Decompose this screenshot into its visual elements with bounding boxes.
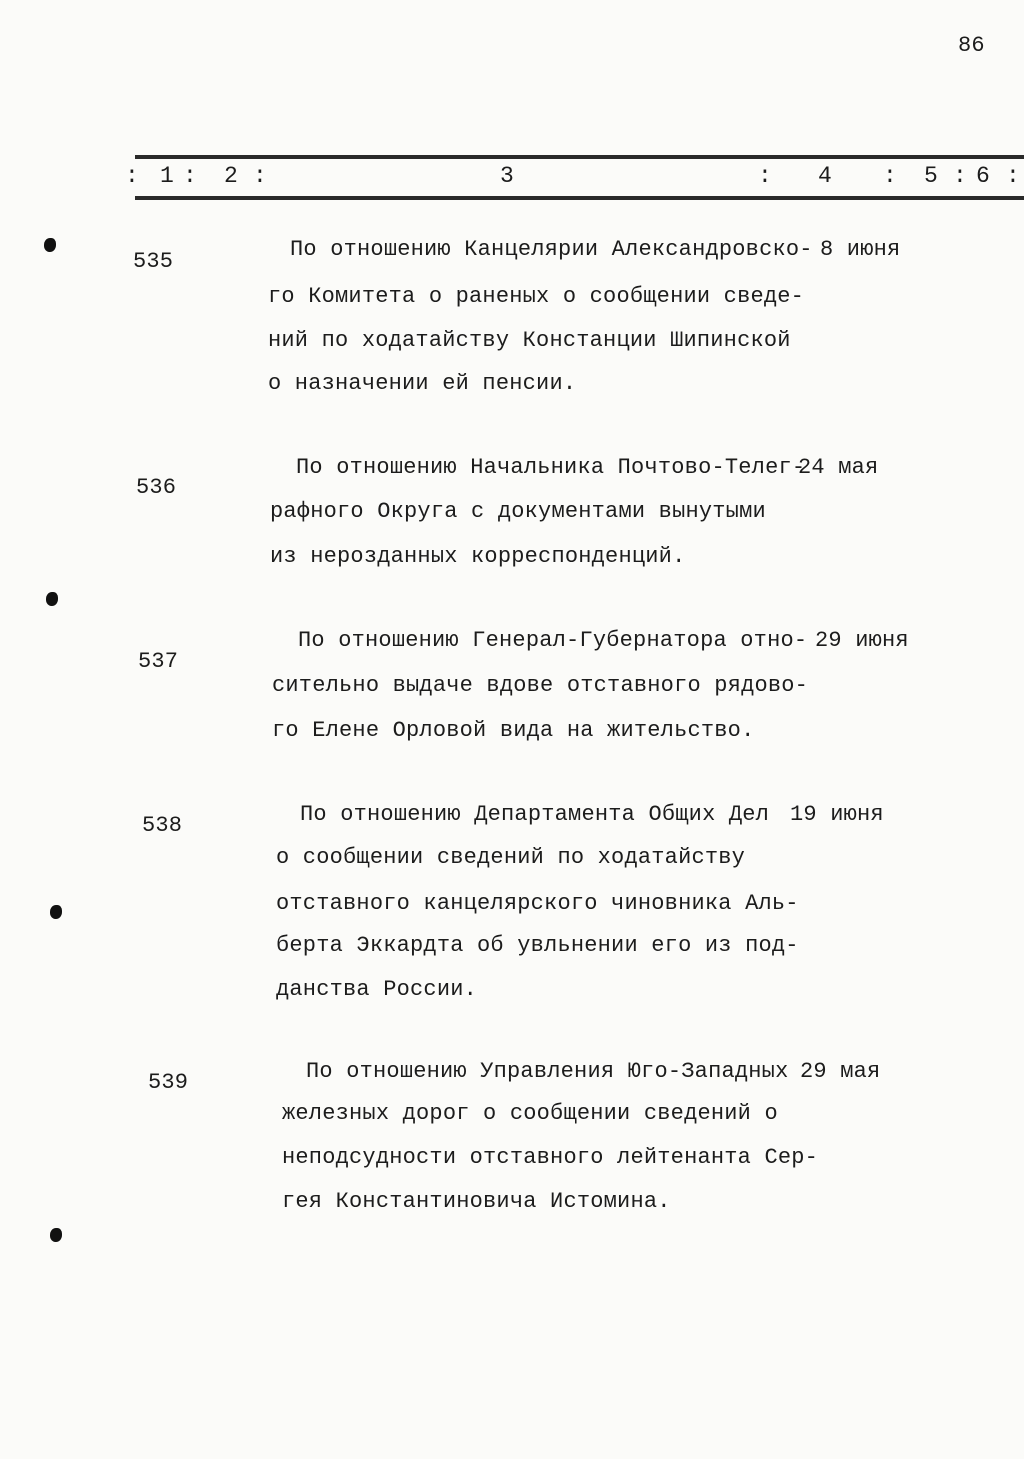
column-separator: : bbox=[183, 163, 197, 189]
entry-text-line: берта Эккардта об увльнении его из под- bbox=[276, 933, 799, 958]
column-separator: : bbox=[758, 163, 772, 189]
entry-text-line: железных дорог о сообщении сведений о bbox=[282, 1101, 778, 1126]
column-header-3: 3 bbox=[500, 163, 514, 189]
header-top-rule bbox=[135, 155, 1024, 159]
page-number: 86 bbox=[958, 33, 985, 58]
entry-text-line: из нерозданных корреспонденций. bbox=[270, 544, 686, 569]
column-separator: : bbox=[253, 163, 267, 189]
entry-text-line: данства России. bbox=[276, 977, 478, 1002]
column-separator: : bbox=[883, 163, 897, 189]
entry-number: 538 bbox=[142, 813, 183, 838]
entry-text-line: сительно выдаче вдове отставного рядово- bbox=[272, 673, 809, 698]
entry-text-line: По отношению Департамента Общих Дел bbox=[300, 802, 770, 827]
entry-number: 535 bbox=[133, 249, 174, 274]
column-separator: : bbox=[125, 163, 139, 189]
entry-text-line: неподсудности отставного лейтенанта Сер- bbox=[282, 1145, 819, 1170]
entry-text-line: ний по ходатайству Констанции Шипинской bbox=[268, 328, 791, 353]
entry-text-line: о сообщении сведений по ходатайству bbox=[276, 845, 746, 870]
binding-hole-mark bbox=[46, 592, 58, 606]
entry-number: 536 bbox=[136, 475, 177, 500]
entry-text-line: го Елене Орловой вида на жительство. bbox=[272, 718, 755, 743]
entry-date: 24 мая bbox=[798, 455, 879, 480]
entry-text-line: По отношению Генерал-Губернатора отно- bbox=[298, 628, 808, 653]
column-header-5: 5 bbox=[924, 163, 938, 189]
column-separator: : bbox=[953, 163, 967, 189]
entry-number: 539 bbox=[148, 1070, 189, 1095]
entry-date: 8 июня bbox=[820, 237, 901, 262]
entry-date: 19 июня bbox=[790, 802, 884, 827]
entry-text-line: го Комитета о раненых о сообщении сведе- bbox=[268, 284, 805, 309]
entry-text-line: По отношению Канцелярии Александровско- bbox=[290, 237, 813, 262]
entry-date: 29 июня bbox=[815, 628, 909, 653]
entry-number: 537 bbox=[138, 649, 179, 674]
column-header-6: 6 bbox=[976, 163, 990, 189]
entry-text-line: рафного Округа с документами вынутыми bbox=[270, 499, 766, 524]
entry-date: 29 мая bbox=[800, 1059, 881, 1084]
column-header-2: 2 bbox=[224, 163, 238, 189]
column-header-1: 1 bbox=[160, 163, 174, 189]
entry-text-line: По отношению Начальника Почтово-Телег- bbox=[296, 455, 806, 480]
header-bottom-rule bbox=[135, 196, 1024, 200]
binding-hole-mark bbox=[50, 905, 62, 919]
entry-text-line: отставного канцелярского чиновника Аль- bbox=[276, 891, 799, 916]
entry-text-line: гея Константиновича Истомина. bbox=[282, 1189, 671, 1214]
column-header-4: 4 bbox=[818, 163, 832, 189]
binding-hole-mark bbox=[44, 238, 56, 252]
column-separator: : bbox=[1006, 163, 1020, 189]
entry-text-line: По отношению Управления Юго-Западных bbox=[306, 1059, 789, 1084]
binding-hole-mark bbox=[50, 1228, 62, 1242]
entry-text-line: о назначении ей пенсии. bbox=[268, 371, 577, 396]
